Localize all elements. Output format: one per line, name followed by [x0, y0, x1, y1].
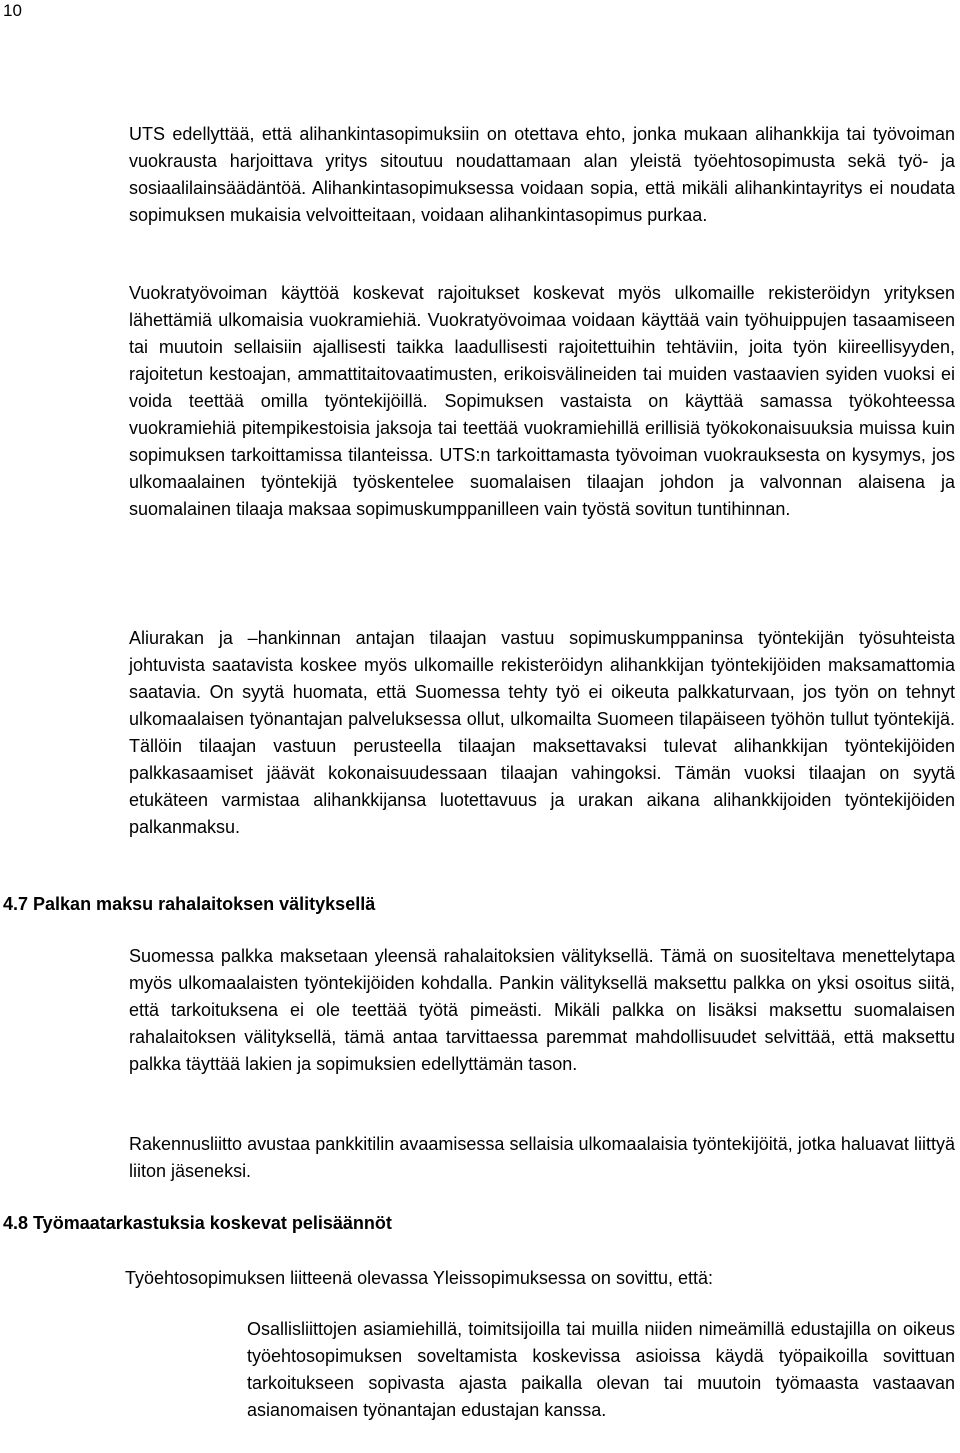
paragraph-bank-account: Rakennusliitto avustaa pankkitilin avaamisessa sellaisia ulkomaalaisia työntekijöitä, jotka haluavat liittyä liiton jäseneksi.	[129, 1134, 955, 1181]
page-number: 10	[3, 1, 22, 20]
paragraph-subcontracting-terms: UTS edellyttää, että alihankintasopimuksiin on otettava ehto, jonka mukaan alihankkija tai työvoiman vuokrausta harjoittava yritys sitoutuu noudattamaan alan yleistä työehtosopimusta sekä työ- ja sosiaalilainsäädäntöä. Alihankintasopimuksessa voidaan sopia, että mikäli alihankintayritys ei noudata sopimuksen mukaisia velvoitteitaan, voidaan alihankintasopimus purkaa.	[129, 124, 955, 225]
paragraph-salary-payment: Suomessa palkka maksetaan yleensä rahalaitoksien välityksellä. Tämä on suositeltava menettelytapa myös ulkomaalaisten työntekijöiden kohdalla. Pankin välityksellä maksettu palkka on yksi osoitus siitä, että tarkoituksena ei ole teettää työtä pimeästi. Mikäli palkka on lisäksi maksettu suomalaisen rahalaitoksen välityksellä, tämä antaa tarvittaessa paremmat mahdollisuudet selvittää, että maksettu palkka täyttää lakien ja sopimuksien edellyttämän tason.	[129, 946, 955, 1074]
section-heading-4-7: 4.7 Palkan maksu rahalaitoksen välityksellä	[3, 894, 376, 914]
paragraph-agreement-quote: Osallisliittojen asiamiehillä, toimitsijoilla tai muilla niiden nimeämillä edustajilla on oikeus työehtosopimuksen soveltamista koskevissa asioissa käydä työpaikoilla sovittuan tarkoitukseen sopivasta ajasta paikalla olevan tai muutoin työmaasta vastaavan asianomaisen työnantajan edustajan kanssa.	[247, 1319, 955, 1420]
paragraph-temporary-labour: Vuokratyövoiman käyttöä koskevat rajoitukset koskevat myös ulkomaille rekisteröidyn yrityksen lähettämiä ulkomaisia vuokramiehiä. Vuokratyövoimaa voidaan käyttää vain työhuippujen tasaamiseen tai muutoin sellaisiin ajallisesti taikka laadullisesti rajoitettuihin tehtäviin, joita työn kiireellisyyden, rajoitetun kestoajan, ammattitaitovaatimusten, erikoisvälineiden tai muiden vastaavien syiden vuoksi ei voida teettää omilla työntekijöillä. Sopimuksen vastaista on käyttää samassa työkohteessa vuokramiehiä pitempikestoisia jaksoja tai teettää vuokramiehillä erillisiä työkokonaisuuksia muissa kuin sopimuksen tarkoittamissa tilanteissa. UTS:n tarkoittamasta työvoiman vuokrauksesta on kysymys, jos ulkomaalainen työntekijä työskentelee suomalaisen tilaajan johdon ja valvonnan alaisena ja suomalainen tilaaja maksaa sopimuskumppanilleen vain työstä sovitun tuntihinnan.	[129, 283, 955, 519]
section-heading-4-8: 4.8 Työmaatarkastuksia koskevat pelisäännöt	[3, 1213, 392, 1233]
paragraph-agreement-intro: Työehtosopimuksen liitteenä olevassa Yleissopimuksessa on sovittu, että:	[125, 1268, 713, 1288]
paragraph-contractor-liability: Aliurakan ja –hankinnan antajan tilaajan vastuu sopimuskumppaninsa työntekijän työsuhteista johtuvista saatavista koskee myös ulkomaille rekisteröidyn alihankkijan työntekijöiden maksamattomia saatavia. On syytä huomata, että Suomessa tehty työ ei oikeuta palkkaturvaan, jos työn on tehnyt ulkomaalaisen työnantajan palveluksessa ollut, ulkomailta Suomeen tilapäiseen työhön tullut työntekijä. Tällöin tilaajan vastuun perusteella tilaajan maksettavaksi tulevat alihankkijan työntekijöiden palkkasaamiset jäävät kokonaisuudessaan tilaajan vahingoksi. Tämän vuoksi tilaajan on syytä etukäteen varmistaa alihankkijansa luotettavuus ja urakan aikana alihankkijoiden työntekijöiden palkanmaksu.	[129, 628, 955, 837]
